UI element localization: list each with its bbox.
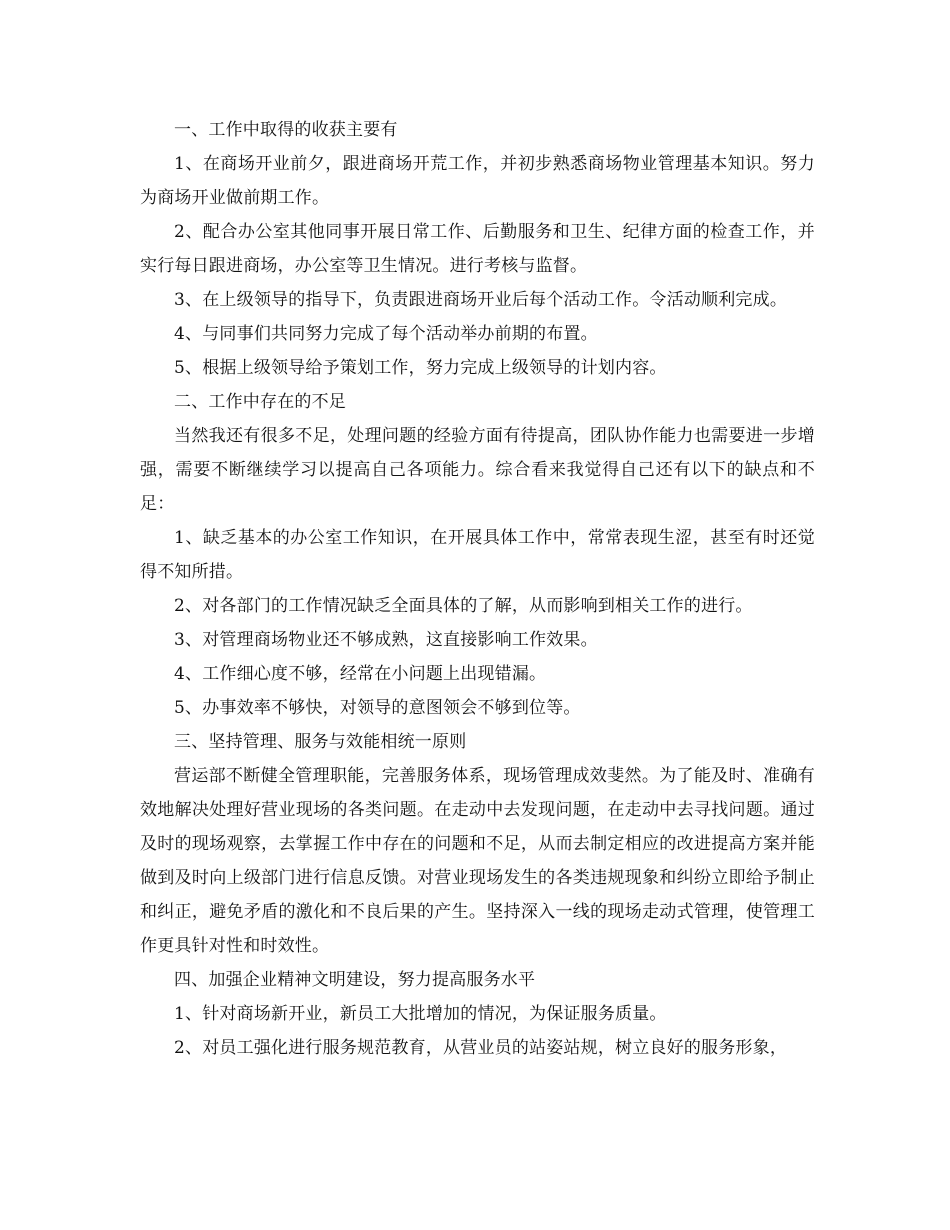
section-heading-principle: 三、坚持管理、服务与效能相统一原则 <box>174 732 467 752</box>
section-heading-shortcomings: 二、工作中存在的不足 <box>174 392 346 412</box>
paragraph-gain-4: 4、与同事们共同努力完成了每个活动举办前期的布置。 <box>174 324 598 344</box>
paragraph-gain-2: 2、配合办公室其他同事开展日常工作、后勤服务和卫生、纪律方面的检查工作，并实行每日跟进商场，办公室等卫生情况。进行考核与监督。 <box>140 222 815 276</box>
paragraph-shortcoming-2: 2、对各部门的工作情况缺乏全面具体的了解，从而影响到相关工作的进行。 <box>174 596 753 616</box>
paragraph-shortcoming-4: 4、工作细心度不够，经常在小问题上出现错漏。 <box>174 664 547 684</box>
paragraph-shortcoming-1: 1、缺乏基本的办公室工作知识，在开展具体工作中，常常表现生涩，甚至有时还觉得不知所措。 <box>140 528 815 582</box>
paragraph-shortcoming-3: 3、对管理商场物业还不够成熟，这直接影响工作效果。 <box>174 630 598 650</box>
section-heading-spiritual: 四、加强企业精神文明建设，努力提高服务水平 <box>174 970 536 990</box>
paragraph-gain-1: 1、在商场开业前夕，跟进商场开荒工作，并初步熟悉商场物业管理基本知识。努力为商场开业做前期工作。 <box>140 154 815 208</box>
paragraph-spiritual-2: 2、对员工强化进行服务规范教育，从营业员的站姿站规，树立良好的服务形象， <box>174 1038 788 1058</box>
section-heading-gains: 一、工作中取得的收获主要有 <box>174 120 398 140</box>
document-body <box>140 113 815 1065</box>
paragraph-shortcoming-5: 5、办事效率不够快，对领导的意图领会不够到位等。 <box>174 698 581 718</box>
paragraph-spiritual-1: 1、针对商场新开业，新员工大批增加的情况，为保证服务质量。 <box>174 1004 667 1024</box>
paragraph-principle-body: 营运部不断健全管理职能，完善服务体系，现场管理成效斐然。为了能及时、准确有效地解决处理好营业现场的各类问题。在走动中去发现问题，在走动中去寻找问题。通过及时的现场观察，去掌握工作中存在的问题和不足，从而去制定相应的改进提高方案并能做到及时向上级部门进行信息反馈。对营业现场发生的各类违规现象和纠纷立即给予制止和纠正，避免矛盾的激化和不良后果的产生。坚持深入一线的现场走动式管理，使管理工作更具针对性和时效性。 <box>140 766 815 956</box>
paragraph-shortcomings-intro: 当然我还有很多不足，处理问题的经验方面有待提高，团队协作能力也需要进一步增强，需要不断继续学习以提高自己各项能力。综合看来我觉得自己还有以下的缺点和不足： <box>140 426 815 514</box>
paragraph-gain-3: 3、在上级领导的指导下，负责跟进商场开业后每个活动工作。令活动顺利完成。 <box>174 290 788 310</box>
paragraph-gain-5: 5、根据上级领导给予策划工作，努力完成上级领导的计划内容。 <box>174 358 667 378</box>
